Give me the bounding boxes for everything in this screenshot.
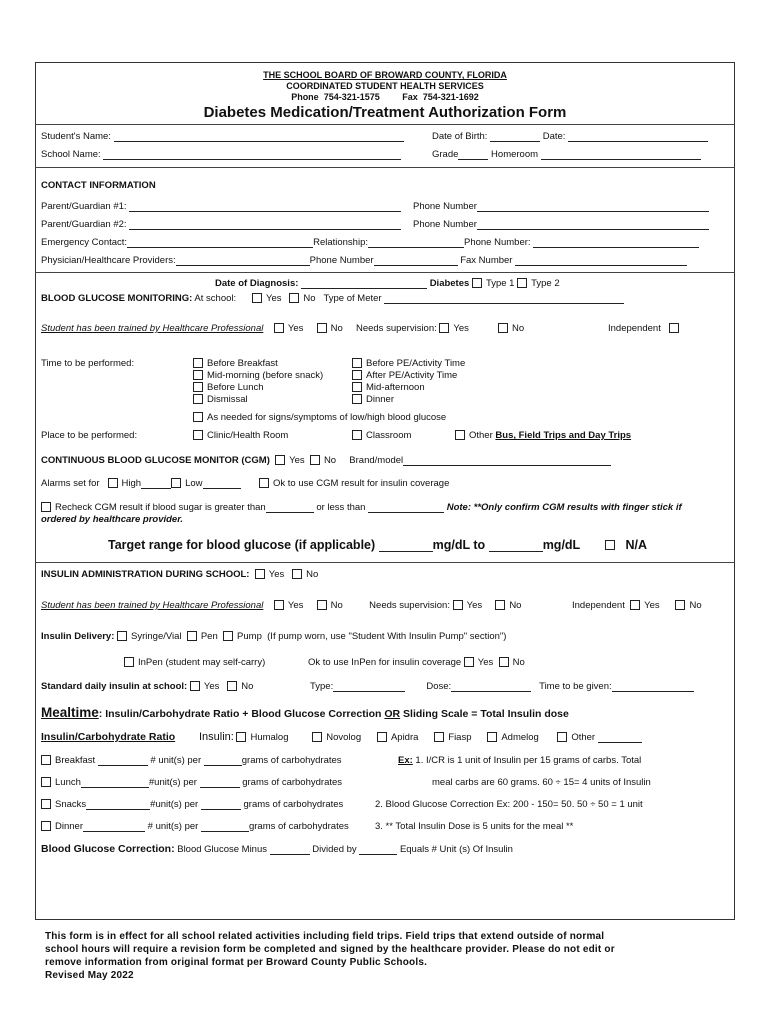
before-pe-checkbox[interactable] bbox=[352, 358, 362, 368]
bg-correction-row: Blood Glucose Correction: Blood Glucose Minus Divided by Equals # Unit (s) Of Insulin bbox=[41, 843, 513, 855]
diagnosis-field[interactable] bbox=[301, 278, 427, 289]
school-row: School Name: bbox=[41, 149, 401, 160]
time-options-left: Before Breakfast Mid-morning (before snack) Before Lunch Dismissal bbox=[193, 358, 323, 406]
recheck-row: Recheck CGM result if blood sugar is greater than or less than Note: **Only confirm CGM results with finger stick if bbox=[41, 502, 682, 513]
dinner-units-field[interactable] bbox=[83, 821, 145, 832]
delivery-row: Insulin Delivery: Syringe/Vial Pen Pump (If pump worn, use "Student With Insulin Pump" section") bbox=[41, 631, 507, 643]
clinic-row: Clinic/Health Room bbox=[193, 430, 288, 441]
ins-sup-yes-checkbox[interactable] bbox=[453, 600, 463, 610]
emergency-field[interactable] bbox=[127, 237, 313, 248]
insulin-no-checkbox[interactable] bbox=[292, 569, 302, 579]
type2-checkbox[interactable] bbox=[517, 278, 527, 288]
other-insulin-field[interactable] bbox=[598, 732, 642, 743]
before-lunch-checkbox[interactable] bbox=[193, 382, 203, 392]
clinic-checkbox[interactable] bbox=[193, 430, 203, 440]
pg1-row: Parent/Guardian #1: bbox=[41, 201, 401, 212]
pg2-row: Parent/Guardian #2: bbox=[41, 219, 401, 230]
mid-morning-checkbox[interactable] bbox=[193, 370, 203, 380]
pg2-phone-row: Phone Number bbox=[413, 219, 709, 230]
high-field[interactable] bbox=[141, 478, 171, 489]
breakfast-grams-field[interactable] bbox=[204, 755, 242, 766]
after-pe-checkbox[interactable] bbox=[352, 370, 362, 380]
time-given-field[interactable] bbox=[612, 681, 694, 692]
low-field[interactable] bbox=[203, 478, 241, 489]
diagnosis-row: Date of Diagnosis: Diabetes Type 1 Type 2 bbox=[215, 278, 560, 290]
inpen-checkbox[interactable] bbox=[124, 657, 134, 667]
apidra-checkbox[interactable] bbox=[377, 732, 387, 742]
fax-field[interactable] bbox=[515, 255, 687, 266]
emergency-phone-field[interactable] bbox=[533, 237, 699, 248]
type-field[interactable] bbox=[333, 681, 405, 692]
pg2-field[interactable] bbox=[129, 219, 401, 230]
pump-checkbox[interactable] bbox=[223, 631, 233, 641]
pg1-phone-row: Phone Number bbox=[413, 201, 709, 212]
dept-name: COORDINATED STUDENT HEALTH SERVICES bbox=[286, 81, 484, 91]
classroom-row: Classroom bbox=[352, 430, 411, 441]
ins-independent-row: Independent Yes No bbox=[572, 600, 702, 612]
as-needed-checkbox[interactable] bbox=[193, 412, 203, 422]
high-checkbox[interactable] bbox=[108, 478, 118, 488]
other-insulin-checkbox[interactable] bbox=[557, 732, 567, 742]
inpen-row: InPen (student may self-carry) bbox=[124, 657, 265, 668]
lunch-grams-field[interactable] bbox=[200, 777, 240, 788]
divider bbox=[35, 272, 735, 273]
insulin-type-row: Insulin/Carbohydrate Ratio Insulin: Humalog Novolog Apidra Fiasp Admelog Other bbox=[41, 731, 642, 743]
recheck-low-field[interactable] bbox=[368, 502, 444, 513]
std-no-checkbox[interactable] bbox=[227, 681, 237, 691]
time-options-right: Before PE/Activity Time After PE/Activity Time Mid-afternoon Dinner bbox=[352, 358, 465, 406]
dinner-meal-checkbox[interactable] bbox=[41, 821, 51, 831]
breakfast-units-field[interactable] bbox=[98, 755, 148, 766]
recheck-checkbox[interactable] bbox=[41, 502, 51, 512]
dose-field[interactable] bbox=[451, 681, 531, 692]
snacks-grams-field[interactable] bbox=[201, 799, 241, 810]
lunch-checkbox[interactable] bbox=[41, 777, 51, 787]
sup-yes-checkbox[interactable] bbox=[439, 323, 449, 333]
divider bbox=[35, 167, 735, 168]
ok-cgm-checkbox[interactable] bbox=[259, 478, 269, 488]
physician-phone-field[interactable] bbox=[374, 255, 458, 266]
divider bbox=[35, 124, 735, 125]
other-place-row: Other Bus, Field Trips and Day Trips bbox=[455, 430, 631, 441]
dismissal-checkbox[interactable] bbox=[193, 394, 203, 404]
homeroom-field[interactable] bbox=[541, 149, 701, 160]
cgm-row: CONTINUOUS BLOOD GLUCOSE MONITOR (CGM) Yes No Brand/model bbox=[41, 455, 611, 466]
example-1: Ex: 1. I/CR is 1 unit of Insulin per 15 grams of carbs. Total bbox=[398, 755, 642, 766]
example-2: 2. Blood Glucose Correction Ex: 200 - 150= 50. 50 ÷ 50 = 1 unit bbox=[375, 799, 643, 810]
org-name: THE SCHOOL BOARD OF BROWARD COUNTY, FLORIDA bbox=[263, 70, 507, 80]
target-low-field[interactable] bbox=[379, 539, 433, 552]
type1-checkbox[interactable] bbox=[472, 278, 482, 288]
insulin-trained-row: Student has been trained by Healthcare Professional Yes No Needs supervision: Yes No bbox=[41, 600, 522, 612]
snacks-checkbox[interactable] bbox=[41, 799, 51, 809]
pen-checkbox[interactable] bbox=[187, 631, 197, 641]
ins-ind-no-checkbox[interactable] bbox=[675, 600, 685, 610]
fiasp-checkbox[interactable] bbox=[434, 732, 444, 742]
alarms-row: Alarms set for High Low Ok to use CGM result for insulin coverage bbox=[41, 478, 450, 490]
as-needed-row: As needed for signs/symptoms of low/high blood glucose bbox=[193, 412, 446, 423]
std-daily-row: Standard daily insulin at school: Yes No bbox=[41, 681, 254, 693]
insulin-yes-checkbox[interactable] bbox=[255, 569, 265, 579]
ins-ind-yes-checkbox[interactable] bbox=[630, 600, 640, 610]
other-place-checkbox[interactable] bbox=[455, 430, 465, 440]
pg2-phone-field[interactable] bbox=[477, 219, 709, 230]
sup-no-checkbox[interactable] bbox=[498, 323, 508, 333]
trained-yes-checkbox[interactable] bbox=[274, 323, 284, 333]
dinner-row: Dinner # unit(s) per grams of carbohydrates bbox=[41, 821, 349, 832]
ok-inpen-no-checkbox[interactable] bbox=[499, 657, 509, 667]
divider bbox=[35, 562, 735, 563]
cgm-yes-checkbox[interactable] bbox=[275, 455, 285, 465]
pg1-phone-field[interactable] bbox=[477, 201, 709, 212]
lunch-units-field[interactable] bbox=[81, 777, 149, 788]
example-3: 3. ** Total Insulin Dose is 5 units for the meal ** bbox=[375, 821, 574, 832]
mealtime-heading: Mealtime: Insulin/Carbohydrate Ratio + Blood Glucose Correction OR Sliding Scale = Total Insulin dose bbox=[41, 705, 569, 720]
emergency-row: Emergency Contact: Relationship: Phone Number: bbox=[41, 237, 699, 248]
contact-heading: CONTACT INFORMATION bbox=[41, 180, 156, 191]
bgm-yes-checkbox[interactable] bbox=[252, 293, 262, 303]
student-name-field[interactable] bbox=[114, 131, 404, 142]
footer-note: This form is in effect for all school related activities including field trips. Field trips that extend outside of normal school hours will require a revision form be completed and signed by the healthcare provider. Please do not edit or remove information from original format per Broward County Public Schools. Revised May 2022 bbox=[45, 930, 745, 982]
classroom-checkbox[interactable] bbox=[352, 430, 362, 440]
ins-sup-no-checkbox[interactable] bbox=[495, 600, 505, 610]
bgm-no-checkbox[interactable] bbox=[289, 293, 299, 303]
phone-fax: Phone 754-321-1575 Fax 754-321-1692 bbox=[291, 92, 479, 102]
brand-field[interactable] bbox=[403, 455, 611, 466]
bgm-trained-row: Student has been trained by Healthcare Professional Yes No Needs supervision: Yes No bbox=[41, 323, 525, 335]
humalog-checkbox[interactable] bbox=[236, 732, 246, 742]
ok-inpen-row: Ok to use InPen for insulin coverage Yes No bbox=[308, 657, 525, 669]
breakfast-checkbox[interactable] bbox=[41, 755, 51, 765]
admelog-checkbox[interactable] bbox=[487, 732, 497, 742]
dob-row: Date of Birth: Date: bbox=[432, 131, 708, 142]
dob-field[interactable] bbox=[490, 131, 540, 142]
student-name-row: Student's Name: bbox=[41, 131, 404, 142]
date-field[interactable] bbox=[568, 131, 708, 142]
dinner-checkbox[interactable] bbox=[352, 394, 362, 404]
meter-field[interactable] bbox=[384, 293, 624, 304]
lunch-row: Lunch #unit(s) per grams of carbohydrates bbox=[41, 777, 342, 788]
dinner-grams-field[interactable] bbox=[201, 821, 249, 832]
trained-no-checkbox[interactable] bbox=[317, 323, 327, 333]
school-field[interactable] bbox=[103, 149, 401, 160]
breakfast-row: Breakfast # unit(s) per grams of carbohydrates bbox=[41, 755, 342, 766]
independent-row: Independent bbox=[608, 323, 683, 334]
recheck-high-field[interactable] bbox=[266, 502, 314, 513]
ins-trained-yes-checkbox[interactable] bbox=[274, 600, 284, 610]
low-checkbox[interactable] bbox=[171, 478, 181, 488]
physician-field[interactable] bbox=[176, 255, 310, 266]
na-checkbox[interactable] bbox=[605, 540, 615, 550]
bgm-row: BLOOD GLUCOSE MONITORING: At school: Yes No Type of Meter bbox=[41, 293, 624, 304]
insulin-admin-row: INSULIN ADMINISTRATION DURING SCHOOL: Yes No bbox=[41, 569, 319, 581]
page-title: Diabetes Medication/Treatment Authorization Form bbox=[203, 104, 567, 121]
grade-row: Grade Homeroom bbox=[432, 149, 701, 160]
snacks-row: Snacks #unit(s) per grams of carbohydrates bbox=[41, 799, 343, 810]
place-label: Place to be performed: bbox=[41, 430, 138, 441]
target-high-field[interactable] bbox=[489, 539, 543, 552]
target-range-row: Target range for blood glucose (if applicable) mg/dL to mg/dL N/A bbox=[108, 538, 647, 552]
novolog-checkbox[interactable] bbox=[312, 732, 322, 742]
cgm-no-checkbox[interactable] bbox=[310, 455, 320, 465]
recheck-note-cont: ordered by healthcare provider. bbox=[41, 514, 184, 525]
independent-checkbox[interactable] bbox=[669, 323, 679, 333]
relationship-field[interactable] bbox=[368, 237, 464, 248]
time-label: Time to be performed: bbox=[41, 358, 135, 369]
example-1-cont: meal carbs are 60 grams. 60 ÷ 15= 4 units of Insulin bbox=[432, 777, 651, 788]
ok-inpen-yes-checkbox[interactable] bbox=[464, 657, 474, 667]
physician-row: Physician/Healthcare Providers: Phone Number Fax Number bbox=[41, 255, 687, 266]
pg1-field[interactable] bbox=[129, 201, 401, 212]
mid-afternoon-checkbox[interactable] bbox=[352, 382, 362, 392]
snacks-units-field[interactable] bbox=[86, 799, 150, 810]
before-breakfast-checkbox[interactable] bbox=[193, 358, 203, 368]
syringe-checkbox[interactable] bbox=[117, 631, 127, 641]
type-dose-row: Type: Dose: Time to be given: bbox=[310, 681, 694, 692]
revised-date: Revised May 2022 bbox=[45, 970, 134, 981]
grade-field[interactable] bbox=[458, 149, 488, 160]
bg-minus-field[interactable] bbox=[270, 844, 310, 855]
ins-trained-no-checkbox[interactable] bbox=[317, 600, 327, 610]
std-yes-checkbox[interactable] bbox=[190, 681, 200, 691]
divided-by-field[interactable] bbox=[359, 844, 397, 855]
